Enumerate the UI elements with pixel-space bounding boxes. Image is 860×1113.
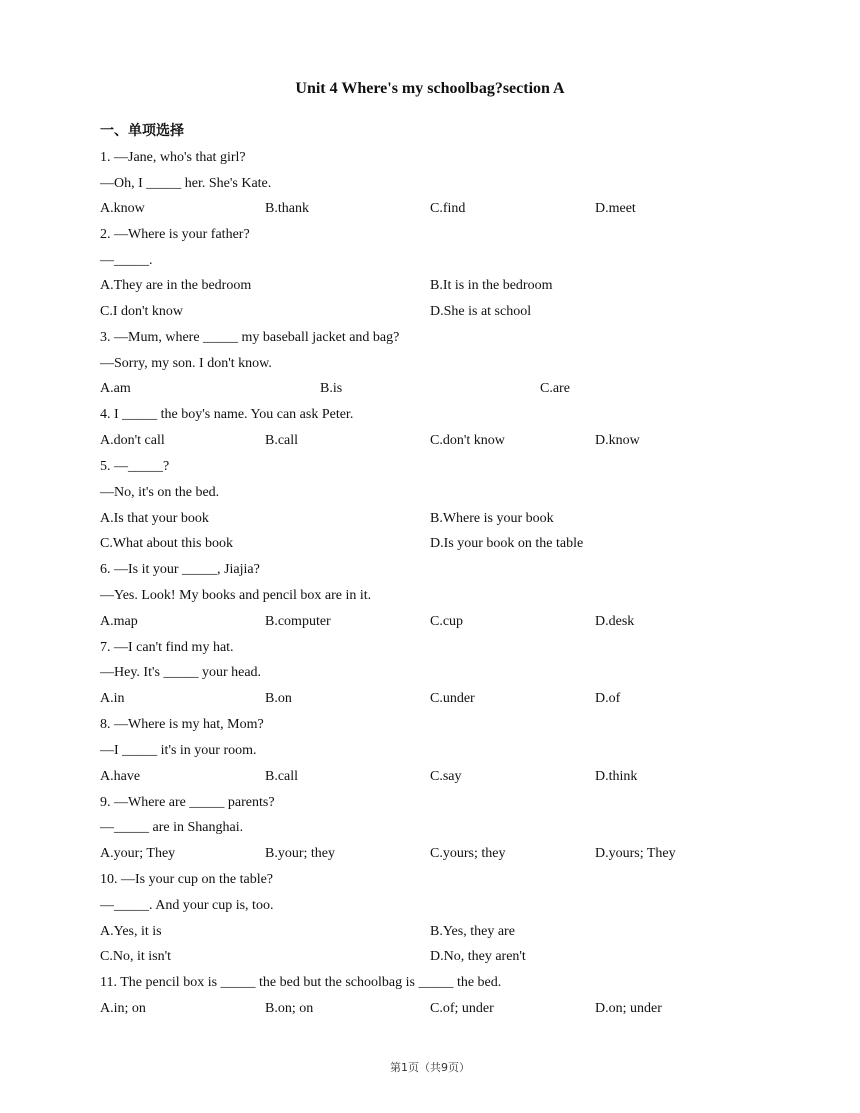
question-7-option-c: C.under [430, 691, 475, 706]
question-6-line-2: —Yes. Look! My books and pencil box are in it. [100, 588, 372, 603]
question-2-option-c: C.I don't know [100, 304, 184, 319]
question-3-line-2: —Sorry, my son. I don't know. [100, 356, 272, 371]
question-2-option-d: D.She is at school [430, 304, 532, 319]
question-10-option-a: A.Yes, it is [100, 924, 162, 939]
question-1-option-a: A.know [100, 201, 145, 216]
question-1-option-c: C.find [430, 201, 466, 216]
question-2-line-1: 2. —Where is your father? [100, 227, 250, 242]
question-11-line-1: 11. The pencil box is _____ the bed but the schoolbag is _____ the bed. [100, 975, 502, 990]
question-11-option-b: B.on; on [265, 1001, 314, 1016]
question-5-line-1: 5. —_____? [100, 459, 170, 474]
question-3-option-b: B.is [320, 381, 343, 396]
question-7-option-a: A.in [100, 691, 125, 706]
section-heading: 一、单项选择 [100, 123, 184, 139]
question-5-line-2: —No, it's on the bed. [100, 485, 220, 500]
question-4-option-c: C.don't know [430, 433, 505, 448]
question-5-option-d: D.Is your book on the table [430, 536, 584, 551]
question-9-option-c: C.yours; they [430, 846, 506, 861]
question-9-line-2: —_____ are in Shanghai. [100, 820, 244, 835]
question-8-option-a: A.have [100, 769, 141, 784]
question-8-option-c: C.say [430, 769, 462, 784]
question-8-option-b: B.call [265, 769, 299, 784]
question-5-option-b: B.Where is your book [430, 511, 554, 526]
question-10-line-1: 10. —Is your cup on the table? [100, 872, 274, 887]
question-4-option-a: A.don't call [100, 433, 165, 448]
page-footer: 第1页（共9页） [390, 1061, 470, 1074]
question-3-option-a: A.am [100, 381, 131, 396]
question-10-option-b: B.Yes, they are [430, 924, 515, 939]
question-9-option-d: D.yours; They [595, 846, 676, 861]
question-2-option-b: B.It is in the bedroom [430, 278, 553, 293]
question-11-option-a: A.in; on [100, 1001, 146, 1016]
question-3-line-1: 3. —Mum, where _____ my baseball jacket and bag? [100, 330, 400, 345]
question-7-line-2: —Hey. It's _____ your head. [100, 665, 262, 680]
question-7-option-d: D.of [595, 691, 621, 706]
question-7-line-1: 7. —I can't find my hat. [100, 640, 234, 655]
question-10-option-d: D.No, they aren't [430, 949, 526, 964]
question-8-line-1: 8. —Where is my hat, Mom? [100, 717, 264, 732]
question-4-option-d: D.know [595, 433, 640, 448]
question-7-option-b: B.on [265, 691, 292, 706]
question-3-option-c: C.are [540, 381, 570, 396]
question-4-option-b: B.call [265, 433, 299, 448]
question-6-line-1: 6. —Is it your _____, Jiajia? [100, 562, 260, 577]
question-1-line-2: —Oh, I _____ her. She's Kate. [100, 176, 272, 191]
question-2-option-a: A.They are in the bedroom [100, 278, 252, 293]
question-6-option-b: B.computer [265, 614, 331, 629]
question-6-option-d: D.desk [595, 614, 635, 629]
question-9-option-b: B.your; they [265, 846, 335, 861]
question-8-line-2: —I _____ it's in your room. [100, 743, 257, 758]
page-title: Unit 4 Where's my schoolbag?section A [295, 80, 565, 97]
question-10-option-c: C.No, it isn't [100, 949, 171, 964]
question-1-option-d: D.meet [595, 201, 636, 216]
question-6-option-c: C.cup [430, 614, 464, 629]
question-8-option-d: D.think [595, 769, 638, 784]
question-10-line-2: —_____. And your cup is, too. [100, 898, 274, 913]
question-1-option-b: B.thank [265, 201, 309, 216]
question-11-option-c: C.of; under [430, 1001, 494, 1016]
question-5-option-c: C.What about this book [100, 536, 233, 551]
question-9-line-1: 9. —Where are _____ parents? [100, 795, 275, 810]
question-5-option-a: A.Is that your book [100, 511, 209, 526]
question-6-option-a: A.map [100, 614, 138, 629]
question-1-line-1: 1. —Jane, who's that girl? [100, 150, 246, 165]
question-9-option-a: A.your; They [100, 846, 176, 861]
question-11-option-d: D.on; under [595, 1001, 662, 1016]
question-4-line-1: 4. I _____ the boy's name. You can ask Peter. [100, 407, 354, 422]
question-2-line-2: —_____. [100, 253, 153, 268]
